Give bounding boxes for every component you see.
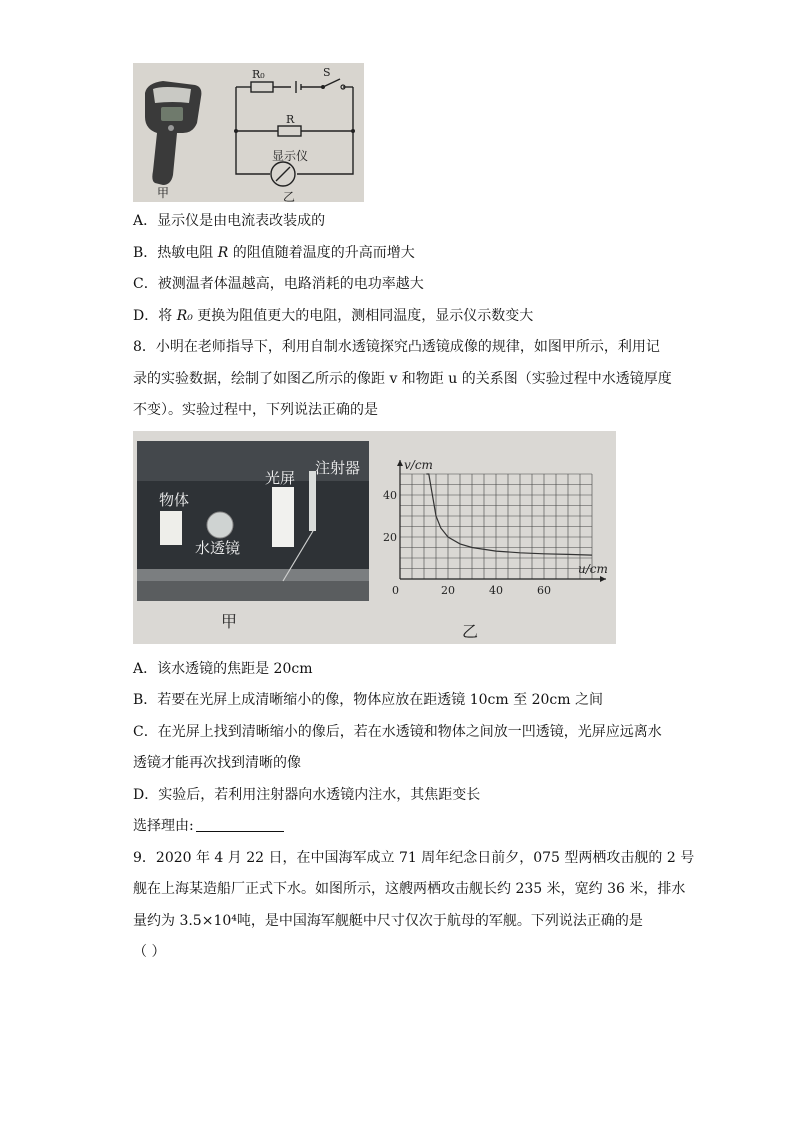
q7-option-a: A．显示仪是由电流表改装成的	[133, 213, 326, 229]
figure-lens-experiment	[133, 431, 616, 644]
q8-option-c-line2: 透镜才能再次找到清晰的像	[133, 755, 301, 771]
syringe	[309, 471, 316, 531]
light-screen	[272, 487, 294, 547]
y-tick-label: 20	[383, 531, 397, 544]
q7-option-d: D．将 R₀ 更换为阻值更大的电阻，测相同温度，显示仪示数变大	[133, 308, 534, 324]
photo-label-lens: 水透镜	[195, 539, 241, 557]
q9-stem-line3: 量约为 3.5×10⁴吨，是中国海军舰艇中尺寸仅次于航母的军舰。下列说法正确的是	[133, 913, 643, 929]
circuit-figure	[133, 63, 364, 202]
x-tick-label: 0	[392, 584, 399, 597]
q9-answer-blank: （ ）	[133, 944, 166, 960]
chart-label-yi: 乙	[462, 622, 479, 641]
q9-stem-line1: 9．2020 年 4 月 22 日，在中国海军成立 71 周年纪念日前夕，075 型两栖攻击舰的 2 号	[133, 850, 695, 866]
photo-label-object: 物体	[159, 491, 190, 509]
q8-option-b: B．若要在光屏上成清晰缩小的像，物体应放在距透镜 10cm 至 20cm 之间	[133, 692, 603, 708]
display-label: 显示仪	[272, 149, 309, 163]
y-tick-label: 40	[383, 489, 397, 502]
water-lens	[207, 512, 233, 538]
q8-stem-line3: 不变）。实验过程中，下列说法正确的是	[133, 402, 378, 418]
photo-label-screen: 光屏	[265, 469, 296, 487]
q8-reason: 选择理由:	[133, 816, 284, 836]
q8-stem-line2: 录的实验数据，绘制了如图乙所示的像距 v 和物距 u 的关系图（实验过程中水透镜厚度	[133, 371, 672, 387]
chart-ylabel: v/cm	[404, 458, 433, 472]
figure-thermometer-circuit	[133, 63, 364, 202]
x-tick-label: 40	[489, 584, 503, 597]
x-tick-label: 60	[537, 584, 551, 597]
q7-option-b: B．热敏电阻 R 的阻值随着温度的升高而增大	[133, 245, 415, 261]
y-axis-arrow	[397, 460, 403, 466]
chart-axes	[397, 460, 606, 582]
photo-label-jia: 甲	[221, 612, 238, 631]
r-label: R	[286, 113, 295, 126]
object-card	[160, 511, 182, 545]
q9-stem-line2: 舰在上海某造船厂正式下水。如图所示，这艘两栖攻击舰长约 235 米，宽约 36 米，排水	[133, 881, 686, 897]
q7-option-c: C．被测温者体温越高，电路消耗的电功率越大	[133, 276, 424, 292]
chart-series-curve	[426, 474, 592, 555]
x-tick-label: 20	[441, 584, 455, 597]
v-u-chart	[376, 431, 616, 644]
x-axis-arrow	[600, 576, 606, 582]
figure1-label-yi: 乙	[283, 190, 296, 202]
figure1-label-jia: 甲	[157, 186, 170, 200]
chart-xlabel: u/cm	[578, 562, 608, 576]
q8-option-c-line1: C．在光屏上找到清晰缩小的像后，若在水透镜和物体之间放一凹透镜，光屏应远离水	[133, 724, 662, 740]
q8-stem-line1: 8．小明在老师指导下，利用自制水透镜探究凸透镜成像的规律，如图甲所示，利用记	[133, 339, 660, 355]
reason-answer-blank[interactable]	[196, 816, 284, 832]
q8-option-d: D．实验后，若利用注射器向水透镜内注水，其焦距变长	[133, 787, 481, 803]
chart-grid	[400, 474, 592, 579]
photo-label-syringe: 注射器	[315, 459, 361, 477]
r0-label: R₀	[252, 68, 265, 81]
switch-label: S	[323, 66, 331, 79]
q8-option-a: A．该水透镜的焦距是 20cm	[133, 661, 313, 677]
